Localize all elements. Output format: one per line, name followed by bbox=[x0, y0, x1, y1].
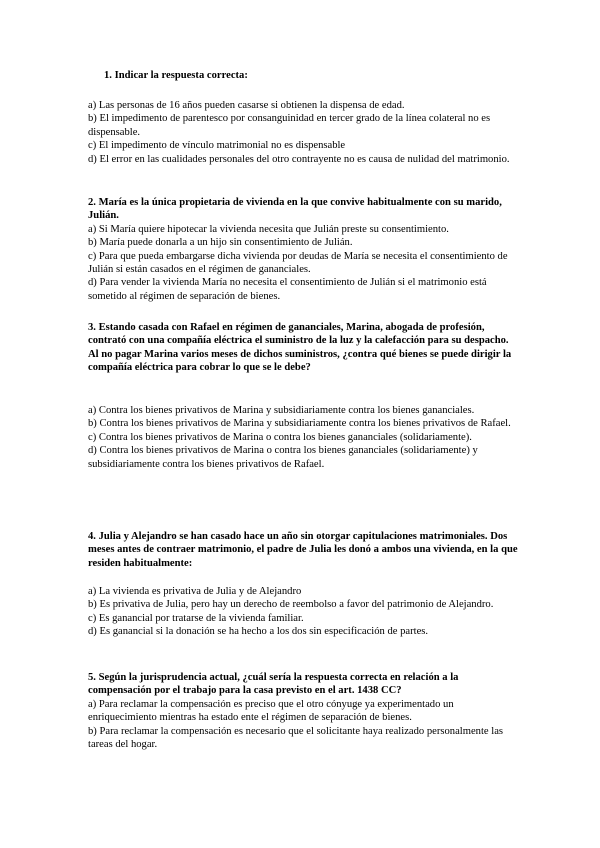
question-4-option-c: c) Es ganancial por tratarse de la vivienda familiar. bbox=[88, 612, 304, 624]
question-2 bbox=[88, 196, 520, 303]
question-5-option-b: b) Para reclamar la compensación es necesario que el solicitante haya realizado personalmente las tareas del hogar. bbox=[88, 725, 504, 751]
question-3 bbox=[88, 321, 520, 375]
question-1-title: 1. Indicar la respuesta correcta: bbox=[104, 70, 248, 81]
question-2-option-d: d) Para vender la vivienda María no necesita el consentimiento de Julián si el matrimonio está sometido al régimen de separación de bienes. bbox=[88, 277, 487, 302]
question-4-title: 4. Julia y Alejandro se han casado hace un año sin otorgar capitulaciones matrimoniales. Dos meses antes de contraer matrimonio, el padre de Julia les donó a ambos una vivienda, en la que residen habitualmente: bbox=[88, 531, 518, 569]
question-1-options bbox=[88, 99, 520, 166]
question-3-option-a: a) Contra los bienes privativos de Marina y subsidiariamente contra los bienes gananciales. bbox=[88, 405, 475, 416]
question-1-option-d: d) El error en las cualidades personales del otro contrayente no es causa de nulidad del matrimonio. bbox=[88, 153, 510, 165]
question-1-option-a: a) Las personas de 16 años pueden casarse si obtienen la dispensa de edad. bbox=[88, 100, 405, 111]
question-4-option-b: b) Es privativa de Julia, pero hay un derecho de reembolso a favor del patrimonio de Alejandro. bbox=[88, 599, 494, 611]
question-5-option-a: a) Para reclamar la compensación es preciso que el otro cónyuge ya experimentado un enriquecimiento mientras ha estado ente el régimen de separación de bienes. bbox=[88, 698, 454, 724]
question-3-option-c: c) Contra los bienes privativos de Marina o contra los bienes gananciales (solidariamente). bbox=[88, 431, 472, 443]
question-2-title: 2. María es la única propietaria de vivienda en la que convive habitualmente con su marido, Julián. bbox=[88, 197, 502, 222]
question-4 bbox=[88, 530, 520, 570]
question-5-title: 5. Según la jurisprudencia actual, ¿cuál sería la respuesta correcta en relación a la compensación por el trabajo para la casa previsto en el art. 1438 CC? bbox=[88, 672, 459, 697]
question-5 bbox=[88, 671, 520, 751]
question-1-option-b: b) El impedimento de parentesco por consanguinidad en tercer grado de la línea colateral no es dispensable. bbox=[88, 113, 491, 138]
question-4-option-a: a) La vivienda es privativa de Julia y de Alejandro bbox=[88, 586, 302, 597]
question-4-options bbox=[88, 585, 520, 639]
question-2-option-b: b) María puede donarla a un hijo sin consentimiento de Julián. bbox=[88, 237, 353, 249]
question-3-option-b: b) Contra los bienes privativos de Marina y subsidiariamente contra los bienes privativos de Rafael. bbox=[88, 418, 511, 430]
question-2-option-a: a) Si María quiere hipotecar la vivienda necesita que Julián preste su consentimiento. bbox=[88, 223, 449, 235]
question-3-title: 3. Estando casada con Rafael en régimen de gananciales, Marina, abogada de profesión, contrató con una compañía eléctrica el suministro de la luz y la calefacción para su despacho. Al no pagar Marina varios meses de dichos suministros, ¿contra qué bienes se puede dirigir la compañía eléctrica para cobrar lo que se le debe? bbox=[88, 322, 512, 374]
question-3-option-d: d) Contra los bienes privativos de Marina o contra los bienes gananciales (solidariamente) y subsidiariamente contra los bienes privativos de Rafael. bbox=[88, 445, 478, 470]
question-1-option-c: c) El impedimento de vínculo matrimonial no es dispensable bbox=[88, 140, 346, 152]
question-4-option-d: d) Es ganancial si la donación se ha hecho a los dos sin especificación de partes. bbox=[88, 626, 429, 638]
question-3-options bbox=[88, 404, 520, 471]
question-2-option-c: c) Para que pueda embargarse dicha vivienda por deudas de María se necesita el consentimiento de Julián si están casados en el régimen de gananciales. bbox=[88, 250, 508, 276]
